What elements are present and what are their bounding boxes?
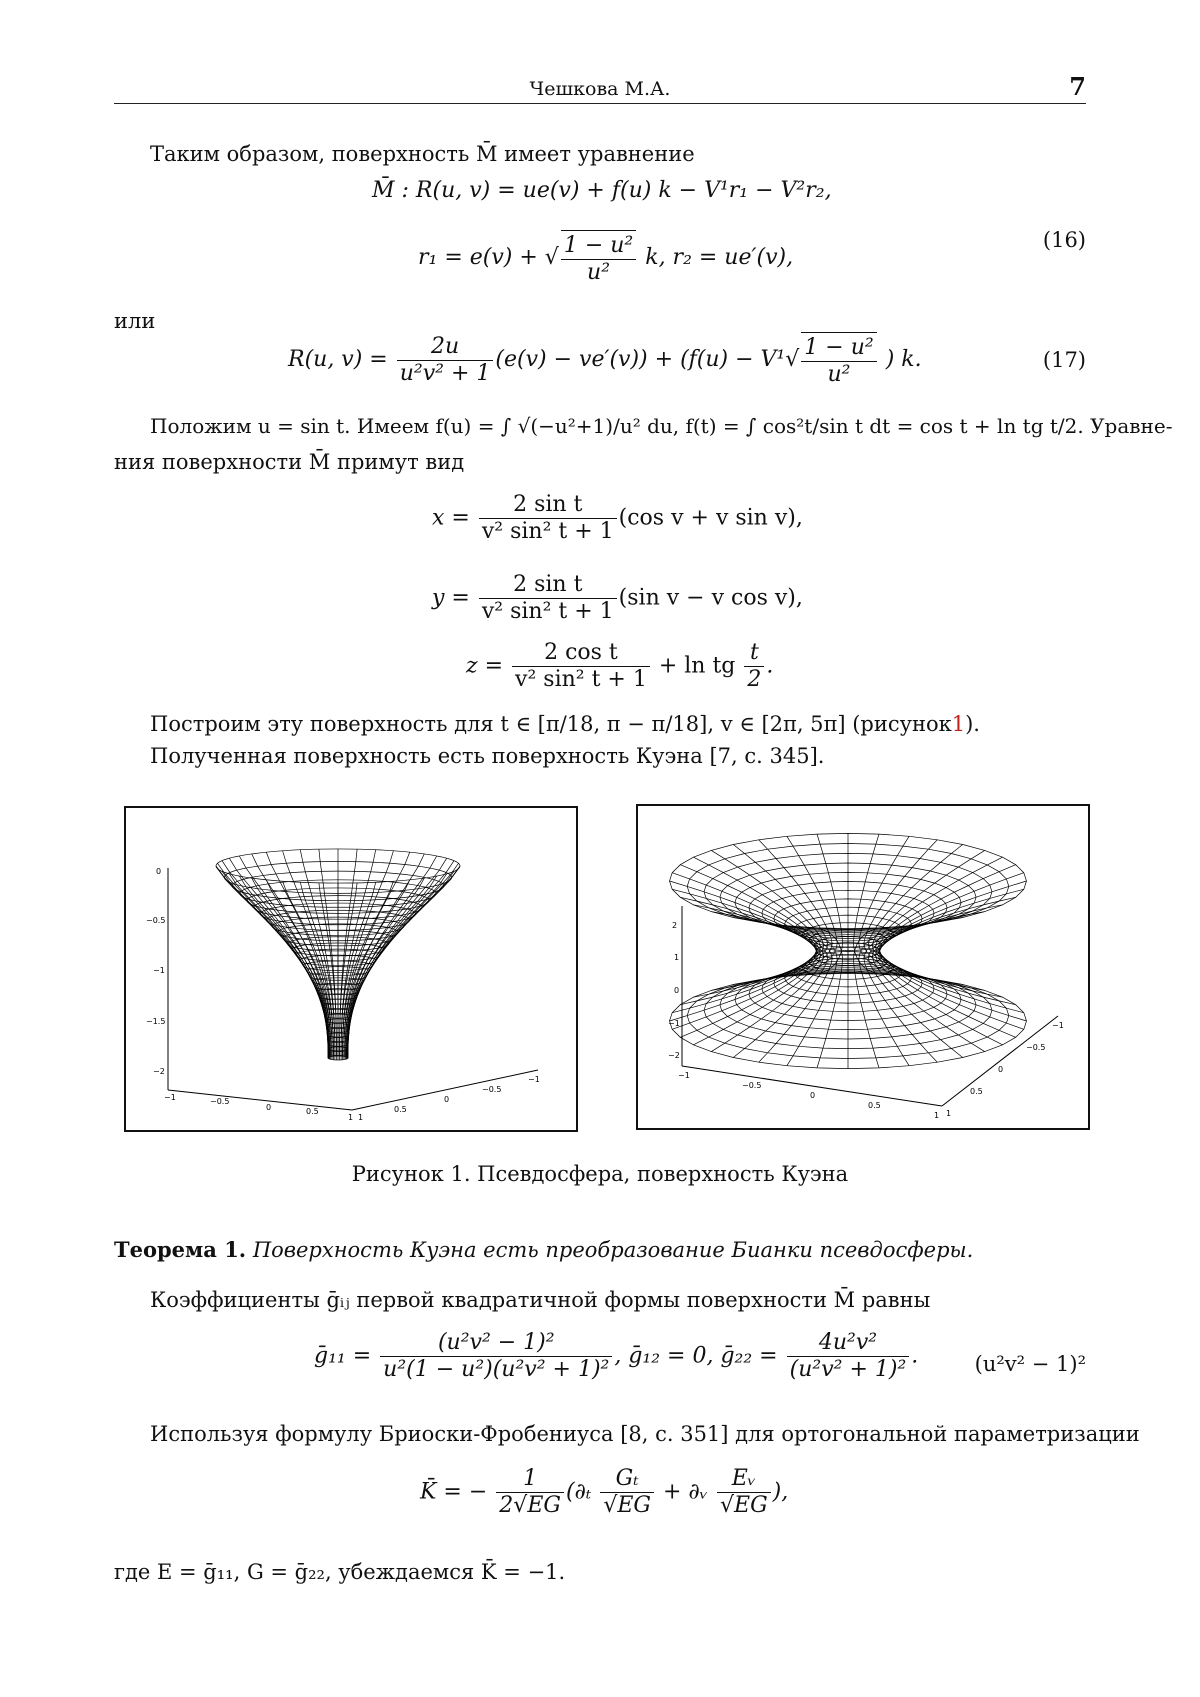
kuen-meridian [859,926,909,1066]
pseudosphere-meridian [348,869,459,1059]
left-z-tick: 0 [156,867,161,876]
paragraph-substitution-line2: ния поверхности M̄ примут вид [114,446,464,478]
equation-z: z = 2 cos t v² sin² t + 1 + ln tg t 2 . [466,640,773,693]
equation-16-line2: r₁ = e(v) + √ 1 − u² u² k, r₂ = ue′(v), [418,230,793,286]
figure-kuen-surface [636,804,1090,1130]
running-header-author: Чешкова М.А. [0,78,1200,100]
paragraph-coefficients: Коэффициенты ḡᵢⱼ первой квадратичной формы поверхности M̄ равны [150,1284,930,1316]
equation-y: y = 2 sin t v² sin² t + 1 (sin v − v cos v), [432,572,803,625]
pseudosphere-meridian [348,866,460,1058]
left-x-tick: 0.5 [306,1107,319,1116]
theorem-1 [114,1234,973,1266]
left-y-tick: 1 [358,1113,363,1122]
right-y-tick: −1 [1052,1021,1064,1030]
kuen-mesh [670,833,1027,1068]
pseudosphere-meridian [348,861,455,1058]
kuen-meridian [787,836,837,976]
left-z-tick: −0.5 [146,916,165,925]
equation-x: x = 2 sin t v² sin² t + 1 (cos v + v sin v), [432,492,803,545]
paragraph-kuen: Полученная поверхность есть поверхность Куэна [7, с. 345]. [150,740,824,772]
right-x-tick: −1 [678,1071,690,1080]
pseudosphere-plot [126,808,576,1130]
right-z-tick: 0 [674,986,679,995]
equation-18-number: (u²v² − 1)² [975,1352,1086,1376]
page-number: 7 [1069,72,1086,101]
left-z-tick: −1.5 [146,1017,165,1026]
kuen-meridian [787,926,837,1066]
pseudosphere-mesh [216,849,460,1060]
pseudosphere-meridian [229,874,329,1059]
equation-17-number: (17) [1043,348,1086,372]
right-x-tick: 1 [934,1111,939,1120]
right-z-tick: 2 [672,921,677,930]
theorem-statement: Поверхность Куэна есть преобразование Бианки псевдосферы. [253,1238,974,1262]
pseudosphere-meridian [341,882,376,1060]
left-y-tick: 0.5 [394,1105,407,1114]
kuen-meridian [670,881,817,1021]
right-x-tick: 0.5 [868,1101,881,1110]
theorem-label: Теорема 1. [114,1237,246,1262]
left-x-tick: −1 [164,1093,176,1102]
left-z-tick: −2 [153,1067,165,1076]
pseudosphere-meridian [347,874,447,1059]
right-y-tick: 0 [998,1065,1003,1074]
paragraph-brioschi: Используя формулу Бриоски-Фробениуса [8, с. 351] для ортогональной параметризации [150,1418,1140,1450]
paragraph-intro: Таким образом, поверхность M̄ имеет уравнение [150,138,695,170]
left-z-tick: −1 [153,966,165,975]
figure-reference-link[interactable]: 1 [952,712,965,736]
paragraph-substitution-line1: Положим u = sin t. Имеем f(u) = ∫ √(−u²+1)/u² du, f(t) = ∫ cos²t/sin t dt = cos t + ln tg t/2. Уравне- [150,410,1172,442]
right-x-tick: −0.5 [742,1081,761,1090]
figure-pseudosphere [124,806,578,1132]
pseudosphere-meridian [300,882,335,1060]
right-z-tick: 1 [674,953,679,962]
figure-caption: Рисунок 1. Псевдосфера, поверхность Куэна [0,1158,1200,1190]
pseudosphere-meridian [222,861,329,1058]
left-x-tick: 1 [348,1113,353,1122]
header-rule [114,103,1086,104]
left-x-tick: 0 [266,1103,271,1112]
kuen-surface-plot [638,806,1088,1128]
kuen-meridian [859,836,909,976]
left-y-tick: −0.5 [482,1085,501,1094]
right-z-tick: −2 [668,1051,680,1060]
kuen-meridian [880,881,1027,1021]
paragraph-construct: Построим эту поверхность для t ∈ [π/18, π − π/18], v ∈ [2π, 5π] (рисунок1). [150,708,980,740]
left-y-tick: −1 [528,1075,540,1084]
right-y-tick: 0.5 [970,1087,983,1096]
right-x-tick: 0 [810,1091,815,1100]
equation-18: ḡ₁₁ = (u²v² − 1)² u²(1 − u²)(u²v² + 1)² , ḡ₁₂ = 0, ḡ₂₂ = 4u²v² (u²v² + 1)² . [314,1330,918,1383]
equation-curvature: K̄ = − 1 2√EG (∂ₜ Gₜ √EG + ∂ᵥ Eᵥ √EG ), [420,1466,788,1519]
right-y-tick: 1 [946,1109,951,1118]
left-x-tick: −0.5 [210,1097,229,1106]
paragraph-or: или [114,305,155,337]
equation-17: R(u, v) = 2u u²v² + 1 (e(v) − ve′(v)) + (f(u) − V¹√ 1 − u² u² ) k. [288,332,922,388]
pseudosphere-meridian [218,869,329,1059]
paragraph-conclusion: где E = ḡ₁₁, G = ḡ₂₂, убеждаемся K̄ = −1. [114,1556,565,1588]
right-z-tick: −1 [668,1019,680,1028]
equation-16-number: (16) [1043,228,1086,252]
pseudosphere-meridian [216,866,328,1058]
equation-16-line1: M̄ : R(u, v) = ue(v) + f(u) k − V¹r₁ − V²r₂, [372,178,832,203]
left-y-tick: 0 [444,1095,449,1104]
right-y-tick: −0.5 [1026,1043,1045,1052]
